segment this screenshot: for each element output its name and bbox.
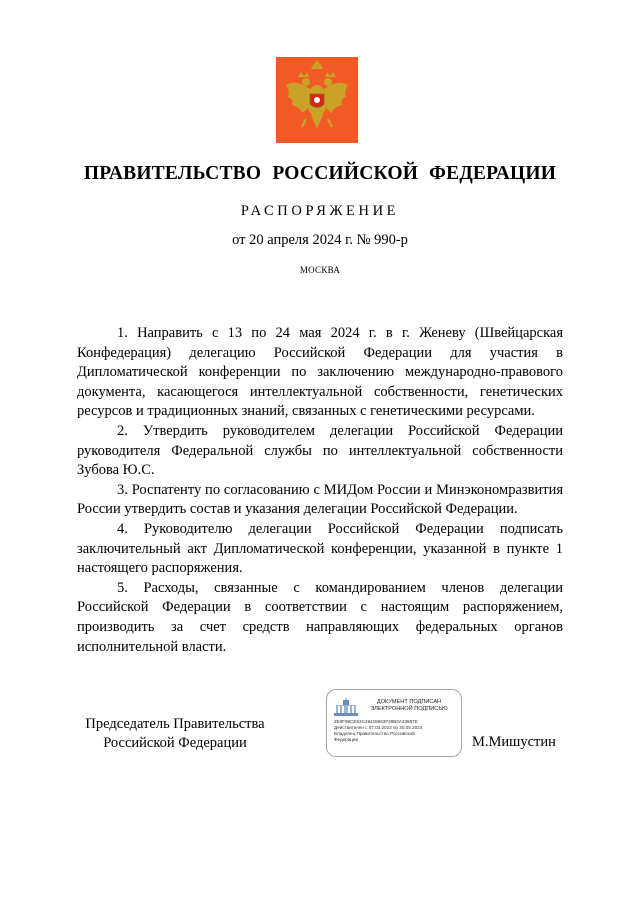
- stamp-title-line-2: ЭЛЕКТРОННОЙ ПОДПИСЬЮ: [370, 706, 448, 712]
- government-title: ПРАВИТЕЛЬСТВО РОССИЙСКОЙ ФЕДЕРАЦИИ: [83, 163, 557, 184]
- document-type: РАСПОРЯЖЕНИЕ: [240, 203, 400, 219]
- electronic-signature-stamp: [326, 689, 462, 757]
- stamp-owner-line-1: Владелец Правительство Российской: [334, 731, 415, 736]
- coat-of-arms-emblem: [276, 57, 358, 143]
- stamp-validity: Действителен с 07.03.2023 по 30.05.2024: [334, 725, 423, 730]
- stamp-certificate: 2E6F99CE53C49428663F38B0A33887E: [334, 719, 418, 724]
- document-date-number: от 20 апреля 2024 г. № 990-р: [232, 232, 408, 248]
- stamp-title: [361, 699, 457, 713]
- stamp-owner-line-2: Федерации: [334, 737, 359, 742]
- building-icon: [334, 698, 358, 716]
- order-paragraph-3: 3. Роспатенту по согласованию с МИДом России и Минэкономразвития России утвердить состав и указания делегации Российской Федерации.: [77, 481, 563, 518]
- document-city: МОСКВА: [299, 265, 341, 275]
- order-paragraph-5: 5. Расходы, связанные с командированием членов делегации Российской Федерации в соответствии с настоящим распоряжением, производить за счет средств направляющих федеральных органов исполнительной власти.: [77, 579, 563, 655]
- signer-name: М.Мишустин: [472, 734, 556, 750]
- stamp-title-line-1: ДОКУМЕНТ ПОДПИСАН: [376, 699, 442, 705]
- signer-position-line-2: Российской Федерации: [103, 735, 247, 751]
- stamp-info: [334, 719, 459, 743]
- order-paragraph-2: 2. Утвердить руководителем делегации Российской Федерации руководителя Федеральной службы по интеллектуальной собственности Зубова Ю.С.: [77, 422, 563, 479]
- order-paragraph-1: 1. Направить с 13 по 24 мая 2024 г. в г. Женеву (Швейцарская Конфедерация) делегацию Российской Федерации для участия в Дипломатической конференции по заключению международно-правового документа, касающегося интеллектуальной собственности, генетических ресурсов и традиционных знаний, связанных с генетическими ресурсами.: [77, 325, 563, 420]
- order-paragraph-4: 4. Руководителю делегации Российской Федерации подписать заключительный акт Дипломатической конференции, указанной в пункте 1 настоящего распоряжения.: [77, 520, 563, 577]
- order-body: [77, 324, 563, 657]
- signer-position: [80, 715, 270, 753]
- signer-position-line-1: Председатель Правительства: [85, 716, 265, 732]
